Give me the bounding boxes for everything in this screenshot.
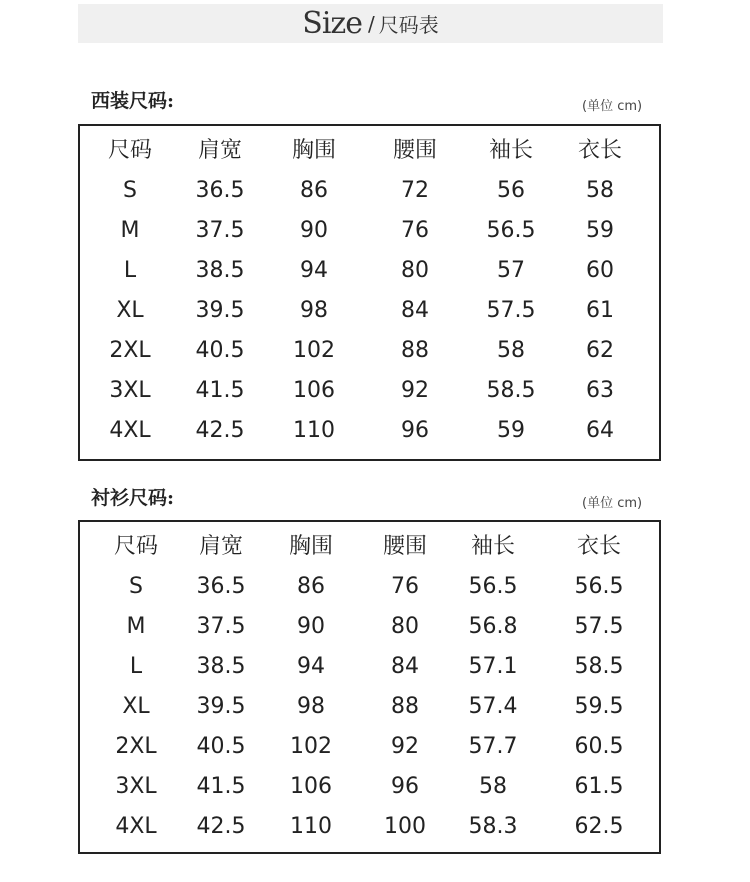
table-row [80,211,659,251]
table-cell: 102 [293,338,335,363]
table-cell: 59 [497,418,525,443]
table-row [80,371,659,411]
table-cell: L [129,654,143,679]
table-row [80,687,659,727]
table-header-cell: 腰围 [392,138,438,163]
table-cell: 72 [401,178,429,203]
table-cell: 60 [586,258,614,283]
table-header-cell: 尺码 [113,534,159,559]
table-cell: 56.5 [468,574,518,599]
table-cell: 40.5 [196,734,246,759]
table-cell: M [120,218,140,243]
table-header-cell: 胸围 [288,534,334,559]
table-cell: 37.5 [196,614,246,639]
table-header-cell: 腰围 [382,534,428,559]
table-cell: 94 [300,258,328,283]
table-cell: 84 [391,654,419,679]
table-cell: 56.5 [486,218,536,243]
table-cell: 57.4 [468,694,518,719]
table-cell: 59.5 [574,694,624,719]
table-row [80,767,659,807]
table-cell: M [126,614,146,639]
table-header-cell: 衣长 [577,138,623,163]
table-cell: 59 [586,218,614,243]
table-cell: 56.5 [574,574,624,599]
table-cell: 102 [290,734,332,759]
table-cell: S [129,574,143,599]
table-cell: 57.1 [468,654,518,679]
table-cell: 56 [497,178,525,203]
banner-size-word: Size [302,6,362,41]
table-cell: 76 [401,218,429,243]
table-row [80,807,659,847]
table-cell: 106 [290,774,332,799]
table-cell: 96 [401,418,429,443]
table-cell: 39.5 [195,298,245,323]
table-cell: 39.5 [196,694,246,719]
table-cell: 41.5 [196,774,246,799]
table-cell: 2XL [115,734,157,759]
table-cell: 42.5 [195,418,245,443]
table-header-cell: 袖长 [488,138,534,163]
table-cell: 96 [391,774,419,799]
table-cell: 58 [586,178,614,203]
table-cell: 86 [300,178,328,203]
shirt-section-title: 衬衫尺码: [91,487,175,509]
table-cell: 98 [297,694,325,719]
table-cell: 3XL [109,378,151,403]
table-cell: 2XL [109,338,151,363]
table-row [80,567,659,607]
table-cell: 60.5 [574,734,624,759]
table-cell: 92 [391,734,419,759]
suit-unit-label: (单位 cm) [582,99,643,114]
table-cell: 84 [401,298,429,323]
table-row [80,727,659,767]
table-cell: 63 [586,378,614,403]
table-header-row [80,527,659,567]
table-header-cell: 肩宽 [198,534,244,559]
table-cell: 36.5 [195,178,245,203]
table-cell: 61.5 [574,774,624,799]
table-cell: 57 [497,258,525,283]
table-cell: 62.5 [574,814,624,839]
table-cell: XL [116,298,144,323]
table-cell: 88 [401,338,429,363]
table-cell: 92 [401,378,429,403]
table-cell: 38.5 [196,654,246,679]
table-header-cell: 尺码 [107,138,153,163]
table-cell: 3XL [115,774,157,799]
suit-size-table [78,124,661,461]
table-header-cell: 衣长 [576,534,622,559]
table-row [80,647,659,687]
table-cell: 42.5 [196,814,246,839]
table-cell: 110 [290,814,332,839]
table-header-cell: 肩宽 [197,138,243,163]
suit-section-title: 西装尺码: [91,90,175,112]
table-cell: 4XL [109,418,151,443]
table-cell: 57.7 [468,734,518,759]
table-cell: 80 [391,614,419,639]
table-row [80,411,659,451]
banner-title: 尺码表 [378,13,439,37]
shirt-size-table [78,520,661,854]
table-cell: 110 [293,418,335,443]
table-cell: 37.5 [195,218,245,243]
table-cell: 88 [391,694,419,719]
table-cell: 58 [479,774,507,799]
table-cell: 94 [297,654,325,679]
table-cell: 58.5 [486,378,536,403]
table-cell: 80 [401,258,429,283]
table-cell: 61 [586,298,614,323]
size-banner [78,4,663,43]
table-cell: L [123,258,137,283]
table-header-cell: 胸围 [291,138,337,163]
table-row [80,607,659,647]
table-cell: 58.3 [468,814,518,839]
table-cell: 40.5 [195,338,245,363]
table-cell: 90 [300,218,328,243]
table-cell: 86 [297,574,325,599]
table-cell: 56.8 [468,614,518,639]
table-row [80,331,659,371]
table-cell: 90 [297,614,325,639]
table-row [80,251,659,291]
table-cell: 57.5 [486,298,536,323]
table-cell: 62 [586,338,614,363]
table-cell: 58 [497,338,525,363]
table-cell: 98 [300,298,328,323]
table-cell: 4XL [115,814,157,839]
table-cell: 57.5 [574,614,624,639]
table-cell: 38.5 [195,258,245,283]
table-cell: 64 [586,418,614,443]
banner-separator: / [367,11,375,36]
table-row [80,171,659,211]
table-cell: S [123,178,137,203]
table-header-cell: 袖长 [470,534,516,559]
table-cell: 36.5 [196,574,246,599]
table-cell: 41.5 [195,378,245,403]
shirt-unit-label: (单位 cm) [582,496,643,511]
table-cell: 100 [384,814,426,839]
table-cell: 106 [293,378,335,403]
table-cell: 76 [391,574,419,599]
table-cell: XL [122,694,150,719]
table-cell: 58.5 [574,654,624,679]
table-row [80,291,659,331]
table-header-row [80,131,659,171]
